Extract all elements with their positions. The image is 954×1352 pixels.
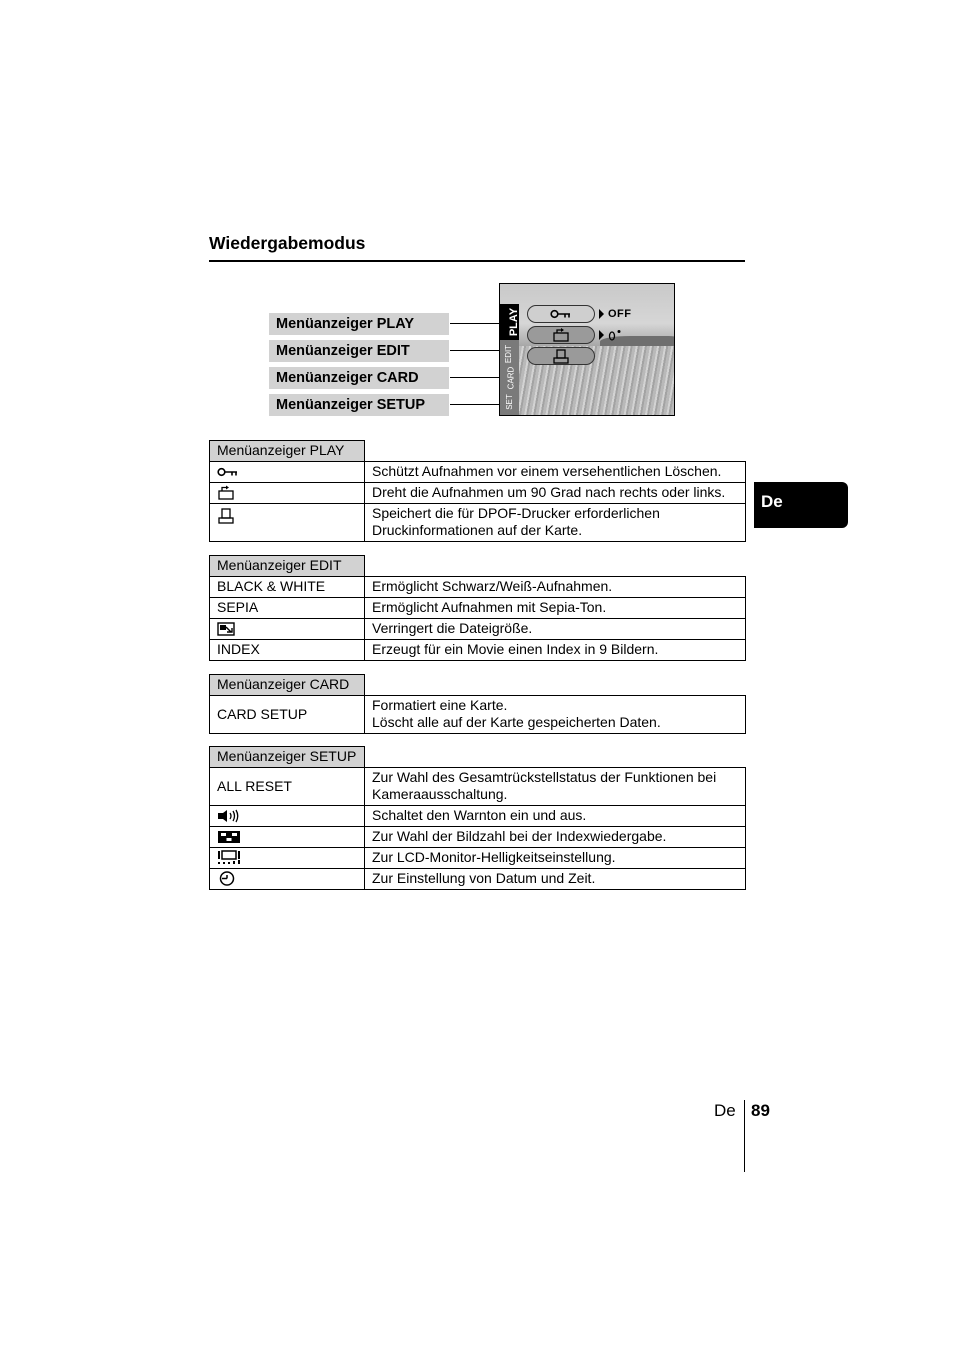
screen-pill-print	[527, 347, 595, 365]
table-cell-desc-line2: Löscht alle auf der Karte gespeicherten Daten.	[372, 714, 661, 730]
resize-icon	[217, 622, 235, 636]
table-header: Menüanzeiger SETUP	[210, 747, 365, 768]
leader-line-setup	[450, 404, 502, 405]
screen-pill-arrow-1	[599, 309, 604, 319]
table-cell-desc: Ermöglicht Schwarz/Weiß-Aufnahmen.	[365, 577, 746, 598]
table-cell-label: ALL RESET	[210, 768, 365, 806]
rotate-icon	[552, 328, 570, 342]
beep-speaker-icon	[217, 809, 239, 823]
table-header-row	[210, 441, 746, 462]
table-row	[210, 577, 746, 598]
screen-tab-edit: EDIT	[504, 344, 514, 364]
screen-tab-play: PLAY	[500, 304, 519, 340]
table-row	[210, 768, 746, 806]
table-header-row	[210, 675, 746, 696]
table-cell-desc: Schaltet den Warnton ein und aus.	[365, 806, 746, 827]
table-cell-desc: Erzeugt für ein Movie einen Index in 9 Bildern.	[365, 640, 746, 661]
table-header: Menüanzeiger PLAY	[210, 441, 365, 462]
table-header: Menüanzeiger EDIT	[210, 556, 365, 577]
table-header-row	[210, 747, 746, 768]
leader-line-edit	[450, 350, 502, 351]
leader-line-card	[450, 377, 502, 378]
table-cell-desc-line1: Formatiert eine Karte.	[372, 697, 508, 713]
table-cell-desc: Ermöglicht Aufnahmen mit Sepia-Ton.	[365, 598, 746, 619]
table-row	[210, 848, 746, 869]
screen-pill-rotate	[527, 326, 595, 344]
screen-pill-arrow-2	[599, 330, 604, 340]
table-setup	[209, 746, 746, 890]
table-cell-desc: Speichert die für DPOF-Drucker erforderlichen Druckinformationen auf der Karte.	[365, 504, 746, 542]
menu-label-play: Menüanzeiger PLAY	[269, 313, 449, 335]
table-cell-label: SEPIA	[210, 598, 365, 619]
table-play	[209, 440, 746, 542]
menu-label-edit: Menüanzeiger EDIT	[269, 340, 449, 362]
table-cell-label: CARD SETUP	[210, 696, 365, 734]
table-edit	[209, 555, 746, 661]
table-header-row	[210, 556, 746, 577]
table-cell-desc: Dreht die Aufnahmen um 90 Grad nach rechts oder links.	[365, 483, 746, 504]
screen-tab-set: SET	[504, 394, 514, 410]
heading-rule	[209, 260, 745, 262]
table-row	[210, 640, 746, 661]
screen-protect-value: OFF	[608, 308, 632, 320]
table-row	[210, 619, 746, 640]
table-cell-desc: Zur Wahl der Bildzahl bei der Indexwiedergabe.	[365, 827, 746, 848]
protect-key-icon	[550, 309, 572, 319]
menu-label-setup: Menüanzeiger SETUP	[269, 394, 449, 416]
index-grid-icon	[217, 830, 241, 844]
clock-icon	[217, 871, 237, 886]
lcd-screen-illustration	[499, 283, 675, 416]
table-row	[210, 806, 746, 827]
footer-divider	[744, 1100, 745, 1172]
table-row	[210, 598, 746, 619]
table-cell-desc: Zur LCD-Monitor-Helligkeitseinstellung.	[365, 848, 746, 869]
language-side-tab: De	[754, 482, 848, 528]
table-card	[209, 674, 746, 734]
table-cell-desc: Verringert die Dateigröße.	[365, 619, 746, 640]
screen-pill-protect	[527, 305, 595, 323]
protect-key-icon	[217, 467, 239, 477]
table-cell-label: BLACK & WHITE	[210, 577, 365, 598]
table-cell-desc: Zur Wahl des Gesamtrückstellstatus der Funktionen bei Kameraausschaltung.	[365, 768, 746, 806]
section-title: Wiedergabemodus	[209, 233, 366, 253]
rotate-value-icon	[608, 329, 622, 341]
table-header: Menüanzeiger CARD	[210, 675, 365, 696]
table-row	[210, 827, 746, 848]
table-cell-desc: Schützt Aufnahmen vor einem versehentlichen Löschen.	[365, 462, 746, 483]
page-number: 89	[751, 1101, 770, 1120]
print-order-icon	[217, 508, 235, 524]
table-row	[210, 462, 746, 483]
menu-label-card: Menüanzeiger CARD	[269, 367, 449, 389]
table-row	[210, 696, 746, 734]
table-row	[210, 504, 746, 542]
screen-tab-card: CARD	[506, 366, 516, 390]
table-row	[210, 869, 746, 890]
rotate-icon	[217, 485, 235, 500]
table-cell-desc: Zur Einstellung von Datum und Zeit.	[365, 869, 746, 890]
leader-line-play	[450, 323, 502, 324]
table-row	[210, 483, 746, 504]
monitor-brightness-icon	[217, 850, 241, 865]
footer-language: De	[714, 1101, 736, 1120]
table-cell-label: INDEX	[210, 640, 365, 661]
print-order-icon	[552, 349, 570, 364]
